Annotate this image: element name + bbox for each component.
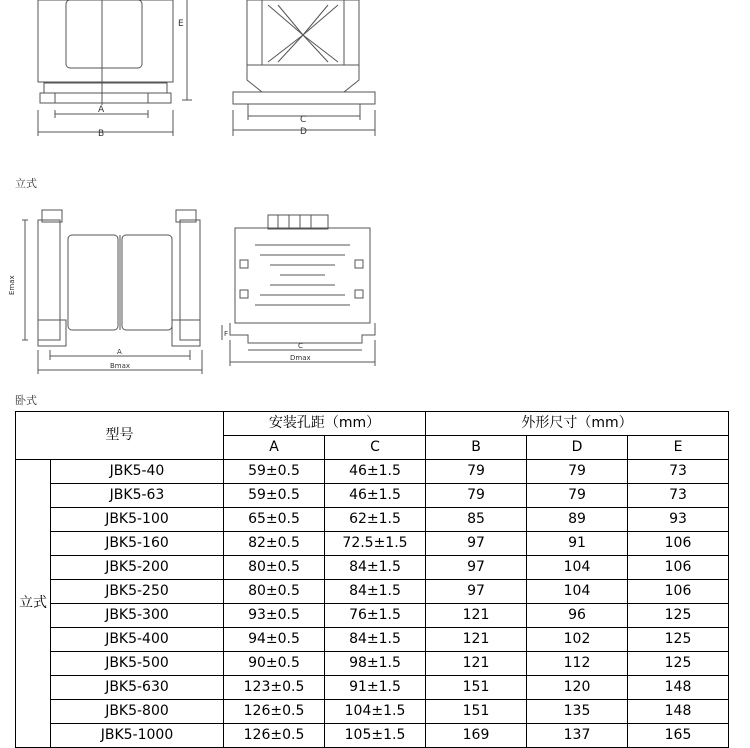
cell-a: 80±0.5 — [224, 556, 325, 580]
col-header-b: B — [426, 436, 527, 460]
cell-e: 106 — [628, 532, 729, 556]
cell-e: 125 — [628, 628, 729, 652]
table-row — [16, 676, 729, 700]
cell-model: JBK5-300 — [51, 604, 224, 628]
cell-b: 97 — [426, 580, 527, 604]
table-row — [16, 508, 729, 532]
cell-model: JBK5-630 — [51, 676, 224, 700]
table-row — [16, 556, 729, 580]
cell-c: 104±1.5 — [325, 700, 426, 724]
cell-model: JBK5-500 — [51, 652, 224, 676]
col-header-e: E — [628, 436, 729, 460]
cell-a: 59±0.5 — [224, 460, 325, 484]
table-row — [16, 460, 729, 484]
cell-b: 151 — [426, 676, 527, 700]
cell-c: 98±1.5 — [325, 652, 426, 676]
cell-c: 46±1.5 — [325, 484, 426, 508]
cell-c: 105±1.5 — [325, 724, 426, 748]
top-left-body — [38, 0, 173, 82]
cell-model: JBK5-63 — [51, 484, 224, 508]
cell-c: 84±1.5 — [325, 628, 426, 652]
cell-b: 121 — [426, 652, 527, 676]
cell-a: 93±0.5 — [224, 604, 325, 628]
dim-label-B: B — [98, 129, 105, 139]
table-row — [16, 484, 729, 508]
cell-a: 126±0.5 — [224, 700, 325, 724]
cell-model: JBK5-100 — [51, 508, 224, 532]
cell-c: 76±1.5 — [325, 604, 426, 628]
cell-e: 106 — [628, 580, 729, 604]
col-header-c: C — [325, 436, 426, 460]
cell-d: 104 — [527, 556, 628, 580]
cell-e: 165 — [628, 724, 729, 748]
cell-model: JBK5-160 — [51, 532, 224, 556]
dim-label-A: A — [98, 105, 105, 115]
caption-vertical: 立式 — [15, 177, 37, 190]
outline-group-header: 外形尺寸（mm） — [426, 412, 729, 436]
table-row — [16, 580, 729, 604]
top-left-coil — [66, 0, 142, 68]
cell-d: 112 — [527, 652, 628, 676]
cell-a: 94±0.5 — [224, 628, 325, 652]
cell-a: 126±0.5 — [224, 724, 325, 748]
dim-label-E: E — [178, 19, 184, 29]
cell-e: 106 — [628, 556, 729, 580]
cell-e: 93 — [628, 508, 729, 532]
cell-d: 135 — [527, 700, 628, 724]
cell-b: 97 — [426, 556, 527, 580]
cell-a: 123±0.5 — [224, 676, 325, 700]
cell-c: 84±1.5 — [325, 556, 426, 580]
row-category: 立式 — [16, 460, 51, 748]
cell-d: 89 — [527, 508, 628, 532]
cell-e: 73 — [628, 460, 729, 484]
cell-e: 148 — [628, 700, 729, 724]
dim-label-f: F — [224, 330, 229, 338]
table-row — [16, 628, 729, 652]
cell-model: JBK5-40 — [51, 460, 224, 484]
cell-b: 169 — [426, 724, 527, 748]
cell-c: 46±1.5 — [325, 460, 426, 484]
table-row — [16, 724, 729, 748]
cell-b: 121 — [426, 628, 527, 652]
mount-group-header: 安装孔距（mm） — [224, 412, 426, 436]
cell-a: 65±0.5 — [224, 508, 325, 532]
cell-e: 125 — [628, 604, 729, 628]
cell-e: 73 — [628, 484, 729, 508]
col-header-a: A — [224, 436, 325, 460]
cell-d: 91 — [527, 532, 628, 556]
cell-d: 79 — [527, 484, 628, 508]
spec-table — [15, 411, 729, 748]
dim-label-C: C — [300, 115, 307, 125]
cell-c: 62±1.5 — [325, 508, 426, 532]
cell-d: 137 — [527, 724, 628, 748]
cell-d: 120 — [527, 676, 628, 700]
cell-a: 82±0.5 — [224, 532, 325, 556]
cell-c: 84±1.5 — [325, 580, 426, 604]
dim-label-dmax: Dmax — [290, 354, 311, 362]
dim-label-emax: Emax — [8, 275, 16, 295]
cell-d: 79 — [527, 460, 628, 484]
cell-e: 148 — [628, 676, 729, 700]
cell-a: 90±0.5 — [224, 652, 325, 676]
table-row — [16, 532, 729, 556]
cell-d: 96 — [527, 604, 628, 628]
top-drawing — [0, 0, 750, 150]
table-row — [16, 700, 729, 724]
table-row — [16, 604, 729, 628]
col-header-d: D — [527, 436, 628, 460]
cell-b: 79 — [426, 484, 527, 508]
cell-b: 79 — [426, 460, 527, 484]
dim-label-bmax: Bmax — [110, 362, 131, 370]
cell-a: 80±0.5 — [224, 580, 325, 604]
cell-model: JBK5-250 — [51, 580, 224, 604]
cell-b: 151 — [426, 700, 527, 724]
table-row — [16, 652, 729, 676]
side-drawing — [0, 160, 750, 390]
cell-a: 59±0.5 — [224, 484, 325, 508]
header-row-1 — [16, 412, 729, 436]
cell-c: 72.5±1.5 — [325, 532, 426, 556]
cell-b: 97 — [426, 532, 527, 556]
cell-d: 102 — [527, 628, 628, 652]
cell-model: JBK5-200 — [51, 556, 224, 580]
cell-b: 121 — [426, 604, 527, 628]
dim-label-c2: C — [298, 342, 303, 350]
cell-c: 91±1.5 — [325, 676, 426, 700]
dim-label-D: D — [300, 127, 307, 137]
top-right-core — [247, 0, 359, 65]
dim-label-a2: A — [117, 348, 122, 356]
cell-model: JBK5-1000 — [51, 724, 224, 748]
cell-d: 104 — [527, 580, 628, 604]
cell-b: 85 — [426, 508, 527, 532]
caption-horizontal: 卧式 — [15, 394, 37, 407]
cell-model: JBK5-800 — [51, 700, 224, 724]
cell-e: 125 — [628, 652, 729, 676]
cell-model: JBK5-400 — [51, 628, 224, 652]
model-header: 型号 — [16, 412, 224, 460]
